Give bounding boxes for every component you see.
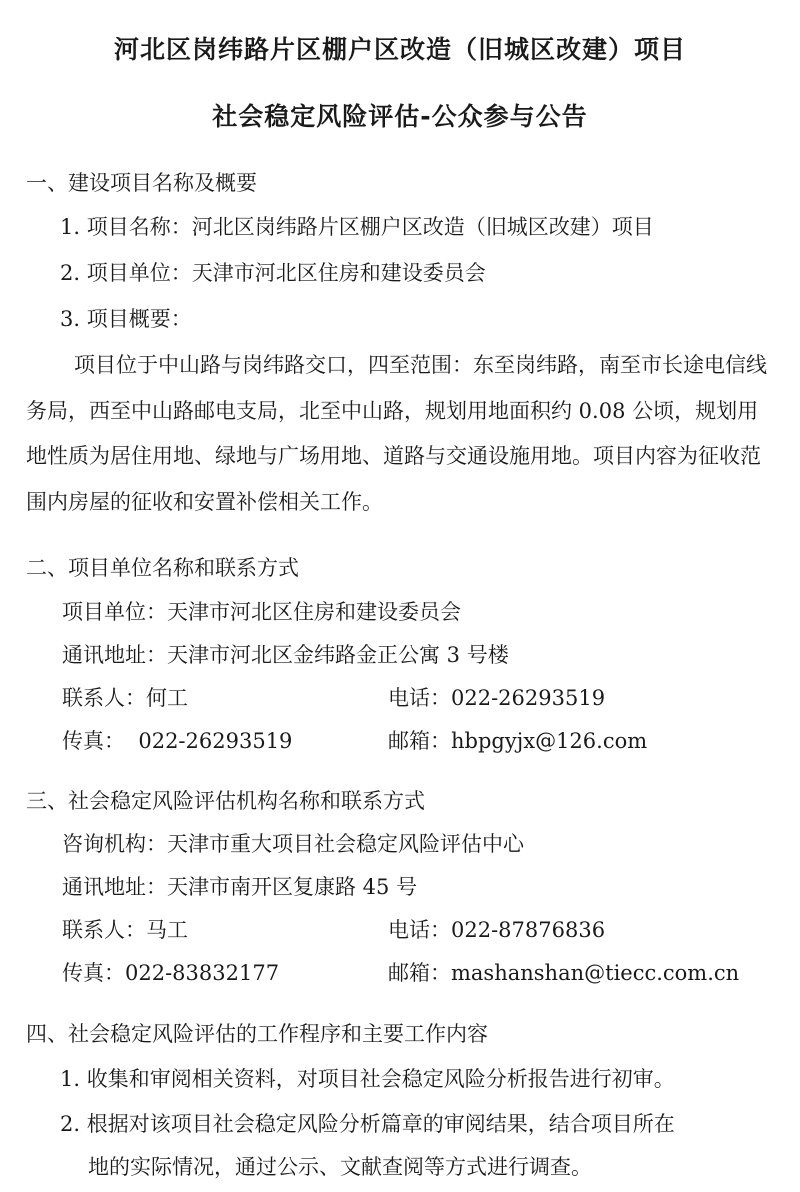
- section2-fax: 传真： 022-26293519: [62, 729, 293, 753]
- section3-agency: 咨询机构：天津市重大项目社会稳定风险评估中心: [62, 832, 524, 856]
- section2-address: 通讯地址：天津市河北区金纬路金正公寓 3 号楼: [62, 643, 509, 667]
- section2-project-unit: 项目单位：天津市河北区住房和建设委员会: [62, 600, 461, 624]
- section4-item2-line1: 2. 根据对该项目社会稳定风险分析篇章的审阅结果，结合项目所在: [60, 1112, 675, 1136]
- section4-item1: 1. 收集和审阅相关资料，对项目社会稳定风险分析报告进行初审。: [60, 1067, 675, 1091]
- document-title-line2: 社会稳定风险评估-公众参与公告: [212, 102, 588, 131]
- section3-fax: 传真：022-83832177: [62, 961, 280, 985]
- section1-item-project-name: 1. 项目名称：河北区岗纬路片区棚户区改造（旧城区改建）项目: [60, 215, 654, 239]
- section2-contact-person: 联系人：何工: [62, 686, 188, 710]
- section1-item-project-unit: 2. 项目单位：天津市河北区住房和建设委员会: [60, 261, 486, 285]
- section3-contact-person: 联系人：马工: [62, 918, 188, 942]
- section2-email: 邮箱：hbpgyjx@126.com: [388, 729, 648, 753]
- section4-heading: 四、社会稳定风险评估的工作程序和主要工作内容: [26, 1022, 488, 1046]
- section3-phone: 电话：022-87876836: [388, 918, 606, 942]
- section3-address: 通讯地址：天津市南开区复康路 45 号: [62, 875, 418, 899]
- section1-heading: 一、建设项目名称及概要: [26, 171, 257, 195]
- section1-item-project-summary: 3. 项目概要：: [60, 307, 192, 331]
- section4-item2-line2: 地的实际情况，通过公示、文献查阅等方式进行调查。: [88, 1155, 592, 1179]
- document-title-line1: 河北区岗纬路片区棚户区改造（旧城区改建）项目: [113, 35, 686, 64]
- section3-heading: 三、社会稳定风险评估机构名称和联系方式: [26, 789, 425, 813]
- section3-email: 邮箱：mashanshan@tiecc.com.cn: [388, 961, 740, 985]
- section2-heading: 二、项目单位名称和联系方式: [26, 556, 299, 580]
- section2-phone: 电话：022-26293519: [388, 686, 606, 710]
- section1-summary-paragraph: 项目位于中山路与岗纬路交口，四至范围：东至岗纬路，南至市长途电信线务局，西至中山路邮电支局，北至中山路，规划用地面积约 0.08 公顷，规划用地性质为居住用地、绿地与广场用地、道路与交通设施用地。项目内容为征收范围内房屋的征收和安置补偿相关工作。: [26, 353, 767, 515]
